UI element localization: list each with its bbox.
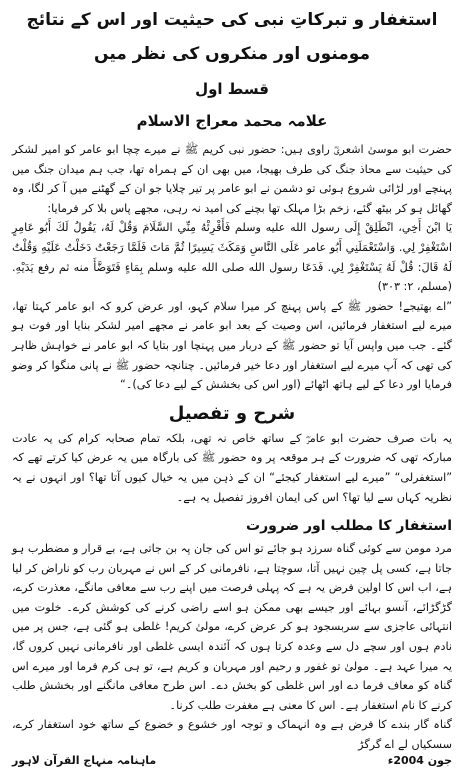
- hadith-translation-paragraph: ”اے بھتیجے! حضور ﷺ کے پاس پہنچ کر میرا سلام کہو، اور عرض کرو کہ ابو عامر کہتا تھا، میرے لیے استغفار فرمائیں، اس وصیت کے بعد ابو عامر نے مجھے امیر لشکر بنایا اور فوت ہو گئے۔ جب میں واپس آیا تو حضور ﷺ کے دربار میں پہنچا اور بتایا کہ ابو عامر نے خواہش ظاہر کی تھی کہ آپ میرے لیے استغفار اور دعا خیر فرمائیں۔ چنانچہ حضور ﷺ نے پانی منگوا کر وضو فرمایا اور دعا کے لیے ہاتھ اٹھائے (اور اس کی بخشش کے لیے دعا کی)۔“: [12, 299, 452, 392]
- footer-magazine-name: ماہنامہ منہاج القرآن لاہور: [12, 754, 157, 767]
- hadith-arabic-text: يَا ابْنَ أَخِي، انْطَلِقْ إِلَى رسول الله عليه وسلم فَأَقْرِئْهُ مِنِّي السَّلَامَ وَقُلْ لَهُ، يَقُولُ لَكَ أَبُو عَامِرٍ اسْتَغْفِرْ لِي. وَاسْتَعْمَلَنِي أَبُو عامر عَلَى النَّاسِ وَمَكَثَ يَسِيرًا ثُمَّ مَاتَ فَلَمَّا رَجَعْتُ دَخَلْتُ عَلَيْهِ وَقُلْتُ لَهُ قَالَ: قُلْ لَهُ يَسْتَغْفِرْ لِي. فَدَعَا رسول الله صلى الله عليه وسلم بِمَاءٍ فَتَوَضَّأَ منه ثم رفع يَدَيْهِ. (مسلم، ۲: ۳۰۳): [12, 221, 452, 294]
- section-heading-istighfar: استغفار کا مطلب اور ضرورت: [246, 518, 452, 535]
- sharh-paragraph: یہ بات صرف حضرت ابو عامرؓ کے ساتھ خاص نہ تھی، بلکہ تمام صحابہ کرام کی یہ عادت مبارکہ تھی کہ ضرورت کے ہر موقعہ پر وہ حضور ﷺ کی بارگاہ میں یہ عرض کیا کرتے تھے کہ ”استغفرلی“ ”میرے لیے استغفار کیجئے“ ان کے ذہن میں یہ خیال کیوں آتا تھا؟ اور انہوں نے یہ نظریہ کہاں سے لیا تھا؟ اس کی ایمان افروز تفصیل یہ ہے۔: [12, 431, 452, 504]
- article-title: استغفار و تبرکاتِ نبی کی حیثیت اور اس کے نتائج: [26, 10, 438, 30]
- article-subtitle: مومنوں اور منکروں کی نظر میں: [94, 44, 370, 64]
- istighfar-paragraph-continued: گناہ گار بندے کا فرض ہے وہ انہماک و توجہ اور خشوع و خضوع کے ساتھ خود استغفار کرے، سسکیاں لے اے گرگڑ: [12, 718, 452, 752]
- hadith-narration-paragraph: حضرت ابو موسیٰ اشعریؓ راوی ہیں: حضور نبی کریم ﷺ نے میرے چچا ابو عامر کو امیر لشکر کی حیثیت سے محاذ جنگ کی طرف بھیجا، میں بھی ان کے ہمراہ تھا، جب ہم میدان جنگ میں پہنچے اور لڑائی شروع ہوئی تو دشمن نے ابو عامر پر تیر چلایا جو ان کے گھٹنے میں آ کر لگا، وہ گھائل ہو کر بیٹھ گئے، زخم بڑا مہلک تھا بچنے کی امید نہ رہی، مجھے پاس بلا کر فرمایا:: [12, 143, 452, 215]
- article-author: علامہ محمد معراج الاسلام: [136, 112, 328, 130]
- section-heading-sharh: شرح و تفصیل: [168, 402, 296, 424]
- article-part-label: قسط اول: [195, 80, 269, 98]
- footer-issue-date: جون 2004ء: [387, 754, 452, 767]
- istighfar-paragraph: مرد مومن سے کوئی گناہ سرزد ہو جائے تو اس کی جان پہ بن جاتی ہے، بے قرار و مضطرب ہو جاتا ہے، کسی پل چین نہیں آتا، سوچتا ہے، نافرمانی کر کے اس نے مہربان رب کو ناراض کر لیا ہے، اب اس کا اولین فرض یہ ہے کہ پہلی فرصت میں اپنے رب سے معافی مانگے، معذرت کرے، گڑگڑائے، آنسو بہائے اور جیسے بھی ممکن ہو اسے راضی کرنے کی کوشش کرے۔ خلوت میں انتہائی عاجزی سے سربسجود ہو کر عرض کرے، مولیٰ کریم! غلطی ہو گئی ہے، جس پر میں نادم ہوں اور سچے دل سے وعدہ کرتا ہوں کہ آئندہ ایسی غلطی اور نافرمانی نہیں کروں گا، یہ میرا عہد ہے۔ مولیٰ تو غفور و رحیم اور مہربان و کریم ہے، تو ہی کرم فرما اور میرے اس گناہ کو معاف فرما دے اور اس غلطی کو بخش دے۔ اس طرح معافی مانگنے اور بخشش طلب کرنے کا نام استغفار ہے۔ اس کا معنی ہے مغفرت طلب کرنا۔: [12, 542, 452, 712]
- page-footer: [12, 753, 452, 769]
